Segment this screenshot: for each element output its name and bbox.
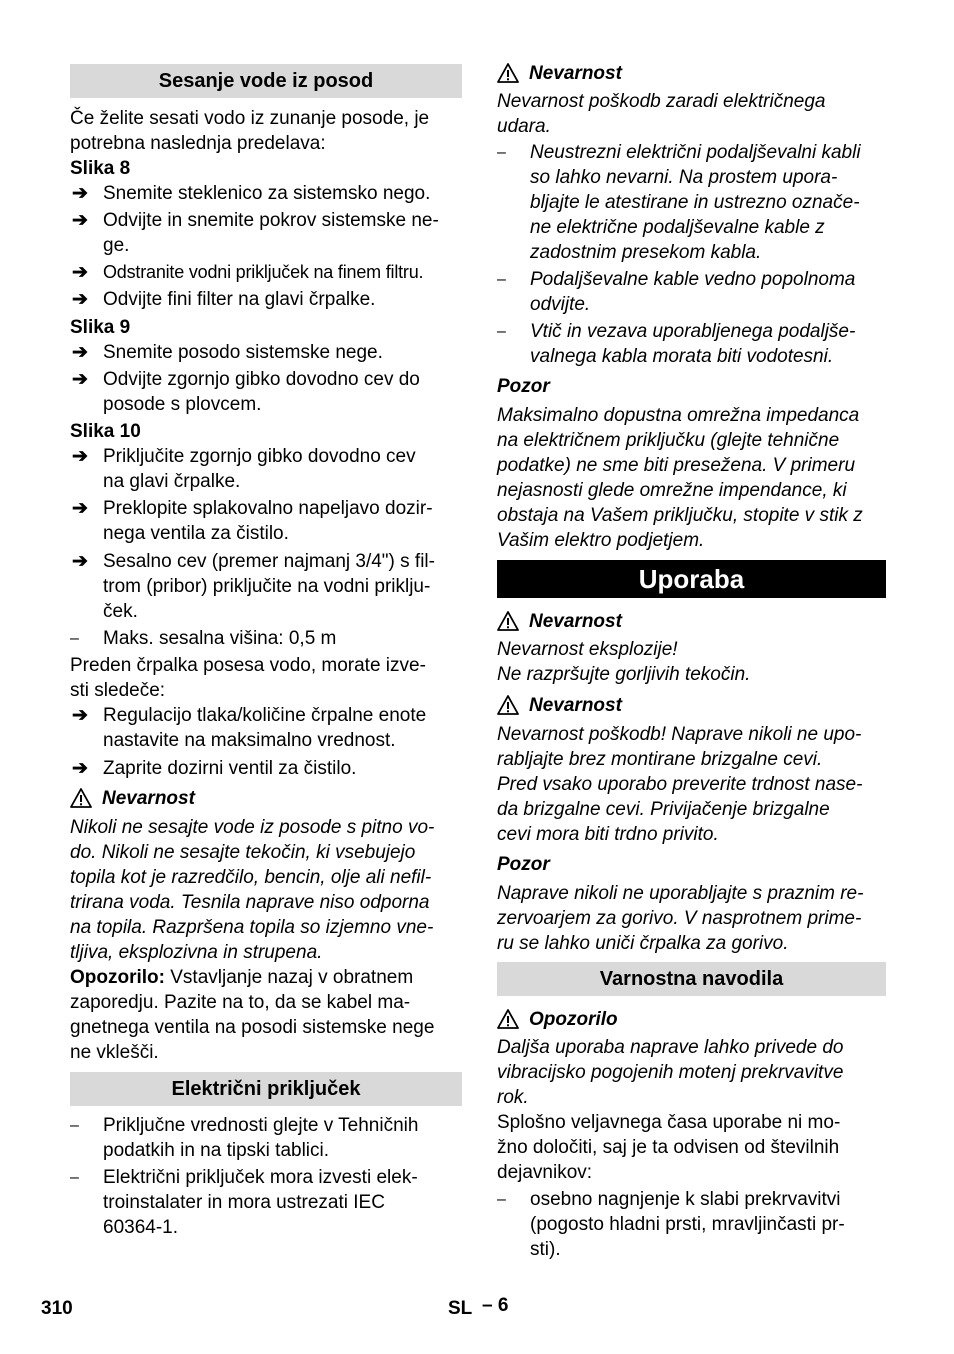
- danger-text: Nevarnost poškodb zaradi električnega: [497, 91, 826, 112]
- caution-text: obstaja na Vašem priključku, stopite v stik z: [497, 505, 863, 526]
- list-item: nastavite na maksimalno vrednost.: [103, 730, 396, 751]
- list-item: so lahko nevarni. Na prostem upora-: [530, 167, 838, 188]
- danger-text: tljiva, eksplozivna in strupena.: [70, 942, 323, 963]
- list-item: Snemite posodo sistemske nege.: [103, 342, 383, 363]
- list-item: Preklopite splakovalno napeljavo dozir-: [103, 498, 433, 519]
- list-item: ge.: [103, 235, 130, 256]
- arrow-icon: ➔: [72, 183, 88, 204]
- danger-text: Nikoli ne sesajte vode iz posode s pitno vo-: [70, 817, 435, 838]
- list-item: Regulacijo tlaka/količine črpalne enote: [103, 705, 427, 726]
- figure-label: Slika 9: [70, 317, 131, 338]
- caution-text: Vašim elektro podjetjem.: [497, 530, 705, 551]
- caution-text: ru se lahko uniči črpalka za gorivo.: [497, 933, 789, 954]
- danger-label: Nevarnost: [102, 788, 195, 809]
- arrow-icon: ➔: [72, 551, 88, 572]
- paragraph-line: dejavnikov:: [497, 1162, 593, 1183]
- danger-text: na topila. Razpršena topila so izjemno vne-: [70, 917, 434, 938]
- list-item: 60364-1.: [103, 1217, 179, 1238]
- intro-line: potrebna naslednja predelava:: [70, 133, 326, 154]
- heading-suction: Sesanje vode iz posod: [70, 64, 462, 98]
- caution-text: na električnem priključku (glejte tehnične: [497, 430, 840, 451]
- list-item: odvijte.: [530, 294, 591, 315]
- dash-icon: –: [497, 144, 506, 161]
- arrow-icon: ➔: [72, 705, 88, 726]
- list-item: Zaprite dozirni ventil za čistilo.: [103, 758, 357, 779]
- arrow-icon: ➔: [72, 210, 88, 231]
- arrow-icon: ➔: [72, 289, 88, 310]
- caution-label: Pozor: [497, 376, 550, 397]
- list-item: Maks. sesalna višina: 0,5 m: [103, 628, 337, 649]
- caution-label: Pozor: [497, 854, 550, 875]
- dash-icon: –: [70, 1169, 79, 1186]
- paragraph-line: Preden črpalka posesa vodo, morate izve-: [70, 655, 426, 676]
- list-item: Odvijte zgornjo gibko dovodno cev do: [103, 369, 420, 390]
- arrow-icon: ➔: [72, 369, 88, 390]
- danger-text: topila kot je razredčilo, bencin, olje ali nefil-: [70, 867, 432, 888]
- list-item: sti).: [530, 1239, 561, 1260]
- list-item: posode s plovcem.: [103, 394, 262, 415]
- paragraph-line: Splošno veljavnega časa uporabe ni mo-: [497, 1112, 841, 1133]
- danger-text: rabljajte brez montirane brizgalne cevi.: [497, 749, 823, 770]
- warning-text: rok.: [497, 1087, 529, 1108]
- caution-text: podatke) ne sme biti presežena. V primeru: [497, 455, 856, 476]
- note-line: [70, 965, 413, 990]
- note-line: zaporedju. Pazite na to, da se kabel ma-: [70, 992, 411, 1013]
- danger-text: trirana voda. Tesnila naprave niso odporna: [70, 892, 430, 913]
- danger-text: cevi mora biti trdno privito.: [497, 824, 719, 845]
- list-item: zadostnim presekom kabla.: [530, 242, 762, 263]
- list-item: Priključne vrednosti glejte v Tehničnih: [103, 1115, 419, 1136]
- caution-text: zervoarjem za gorivo. V nasprotnem prime-: [497, 908, 862, 929]
- dash-icon: –: [497, 323, 506, 340]
- warning-label: Opozorilo: [529, 1009, 618, 1030]
- note-text: Vstavljanje nazaj v obratnem: [164, 967, 414, 988]
- language-code: SL: [448, 1298, 473, 1319]
- list-item: bljajte le atestirane in ustrezno označe-: [530, 192, 860, 213]
- intro-line: Če želite sesati vodo iz zunanje posode, je: [70, 108, 430, 129]
- sub-page-number: – 6: [482, 1295, 509, 1316]
- heading-electric: Električni priključek: [70, 1072, 462, 1106]
- list-item: trom (pribor) priključite na vodni priklju-: [103, 576, 431, 597]
- figure-label: Slika 8: [70, 158, 131, 179]
- arrow-icon: ➔: [72, 758, 88, 779]
- list-item: nega ventila za čistilo.: [103, 523, 289, 544]
- list-item: ne električne podaljševalne kable z: [530, 217, 825, 238]
- arrow-icon: ➔: [72, 262, 88, 283]
- page-number: 310: [41, 1298, 73, 1319]
- list-item: Priključite zgornjo gibko dovodno cev: [103, 446, 416, 467]
- list-item: troinstalater in mora ustrezati IEC: [103, 1192, 385, 1213]
- dash-icon: –: [497, 271, 506, 288]
- caution-text: Maksimalno dopustna omrežna impedanca: [497, 405, 860, 426]
- danger-text: da brizgalne cevi. Privijačenje brizgalne: [497, 799, 830, 820]
- list-item: Vtič in vezava uporabljenega podaljše-: [530, 321, 856, 342]
- danger-label: Nevarnost: [529, 611, 622, 632]
- danger-text: Pred vsako uporabo preverite trdnost nase-: [497, 774, 863, 795]
- warning-triangle-icon: [497, 61, 519, 86]
- warning-text: Daljša uporaba naprave lahko privede do: [497, 1037, 844, 1058]
- paragraph-line: sti sledeče:: [70, 680, 166, 701]
- list-item: valnega kabla morata biti vodotesni.: [530, 346, 834, 367]
- list-item: podatkih in na tipski tablici.: [103, 1140, 330, 1161]
- list-item: Podaljševalne kable vedno popolnoma: [530, 269, 856, 290]
- list-item: Sesalno cev (premer najmanj 3/4") s fil-: [103, 551, 435, 572]
- danger-label: Nevarnost: [529, 695, 622, 716]
- heading-safety: Varnostna navodila: [497, 962, 886, 996]
- list-item: Električni priključek mora izvesti elek-: [103, 1167, 418, 1188]
- list-item: na glavi črpalke.: [103, 471, 241, 492]
- warning-triangle-icon: [497, 1007, 519, 1032]
- dash-icon: –: [497, 1191, 506, 1208]
- list-item: Neustrezni električni podaljševalni kabli: [530, 142, 861, 163]
- dash-icon: –: [70, 630, 79, 647]
- warning-triangle-icon: [497, 693, 519, 718]
- note-line: ne vklešči.: [70, 1042, 159, 1063]
- danger-text: Nevarnost eksplozije!: [497, 639, 678, 660]
- list-item: osebno nagnjenje k slabi prekrvavitvi: [530, 1189, 841, 1210]
- note-label: Opozorilo:: [70, 967, 165, 988]
- arrow-icon: ➔: [72, 446, 88, 467]
- caution-text: Naprave nikoli ne uporabljajte s praznim re-: [497, 883, 864, 904]
- paragraph-line: žno določiti, saj je ta odvisen od številnih: [497, 1137, 840, 1158]
- heading-use: Uporaba: [497, 560, 886, 598]
- note-line: gnetnega ventila na posodi sistemske nege: [70, 1017, 435, 1038]
- list-item: Odvijte fini filter na glavi črpalke.: [103, 289, 376, 310]
- danger-text: do. Nikoli ne sesajte tekočin, ki vsebujejo: [70, 842, 416, 863]
- danger-label: Nevarnost: [529, 63, 622, 84]
- list-item: Odstranite vodni priključek na finem filtru.: [103, 262, 424, 282]
- arrow-icon: ➔: [72, 498, 88, 519]
- list-item: Snemite steklenico za sistemsko nego.: [103, 183, 431, 204]
- list-item: ček.: [103, 601, 138, 622]
- arrow-icon: ➔: [72, 342, 88, 363]
- caution-text: nejasnosti glede omrežne impendance, ki: [497, 480, 847, 501]
- warning-text: vibracijsko pogojenih motenj prekrvavitve: [497, 1062, 844, 1083]
- warning-triangle-icon: [497, 609, 519, 634]
- danger-text: Nevarnost poškodb! Naprave nikoli ne upo-: [497, 724, 862, 745]
- danger-text: udara.: [497, 116, 551, 137]
- danger-text: Ne razpršujte gorljivih tekočin.: [497, 664, 751, 685]
- figure-label: Slika 10: [70, 421, 141, 442]
- list-item: Odvijte in snemite pokrov sistemske ne-: [103, 210, 439, 231]
- list-item: (pogosto hladni prsti, mravljinčasti pr-: [530, 1214, 845, 1235]
- dash-icon: –: [70, 1117, 79, 1134]
- warning-triangle-icon: [70, 786, 92, 811]
